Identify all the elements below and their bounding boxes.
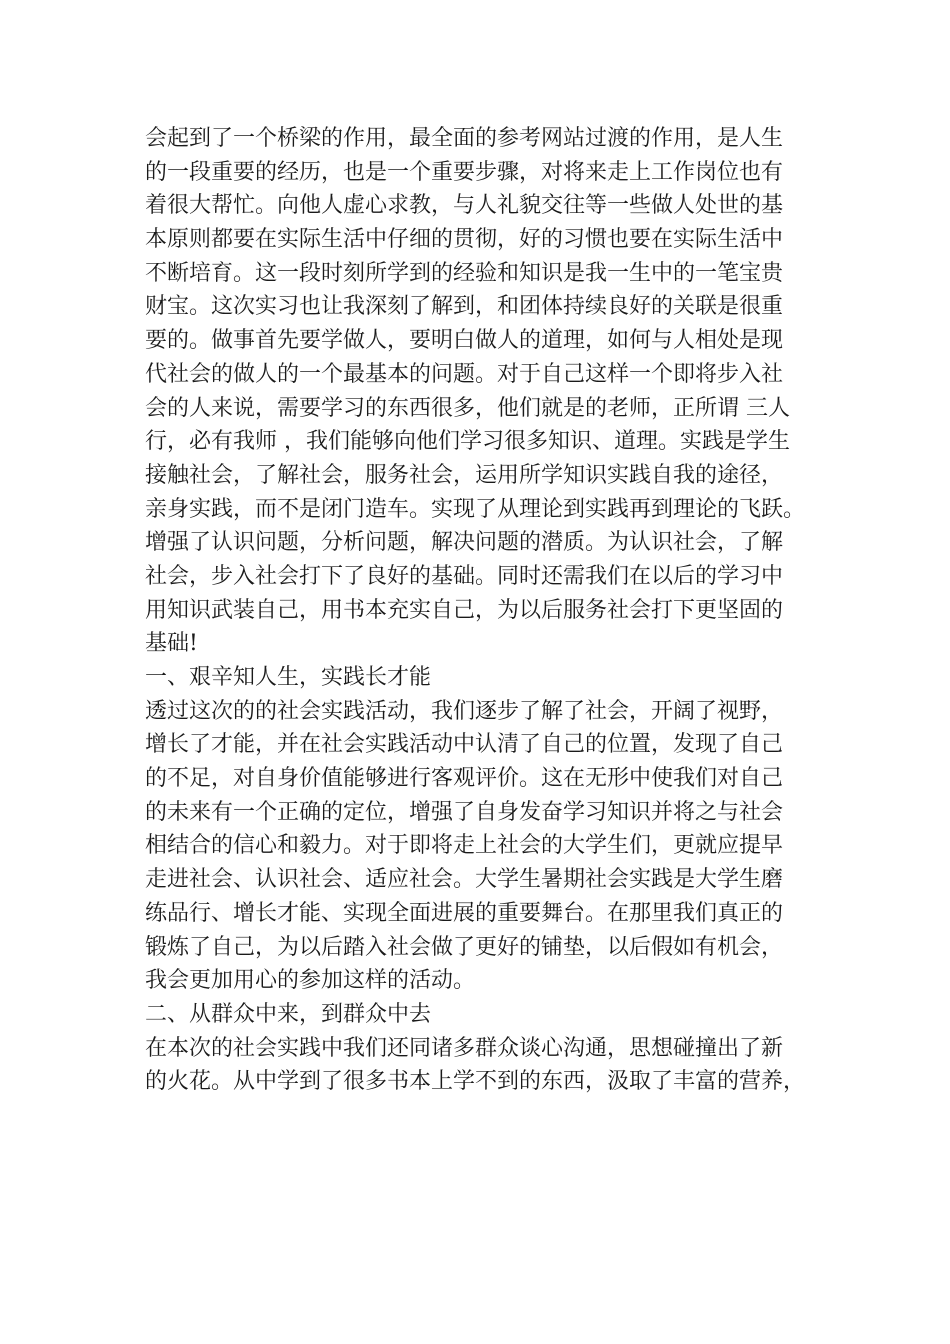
text-line: 用知识武装自己，用书本充实自己，为以后服务社会打下更坚固的 xyxy=(145,597,784,623)
text-line: 会起到了一个桥梁的作用，最全面的参考网站过渡的作用，是人生 xyxy=(145,126,784,151)
text-line: 会的人来说，需要学习的东西很多，他们就是的老师，正所谓 三人 xyxy=(145,395,790,421)
text-line: 不断培育。这一段时刻所学到的经验和知识是我一生中的一笔宝贵 xyxy=(145,260,784,286)
text-line: 亲身实践，而不是闭门造车。实现了从理论到实践再到理论的飞跃。 xyxy=(145,496,806,522)
text-line: 接触社会，了解社会，服务社会，运用所学知识实践自我的途径， xyxy=(145,462,784,488)
text-line: 透过这次的的社会实践活动，我们逐步了解了社会，开阔了视野， xyxy=(145,698,784,724)
text-line: 在本次的社会实践中我们还同诸多群众谈心沟通，思想碰撞出了新 xyxy=(145,1035,784,1061)
text-line: 增强了认识问题，分析问题，解决问题的潜质。为认识社会，了解 xyxy=(145,530,784,556)
text-line: 财宝。这次实习也让我深刻了解到，和团体持续良好的关联是很重 xyxy=(145,294,784,320)
text-line: 本原则都要在实际生活中仔细的贯彻，好的习惯也要在实际生活中 xyxy=(145,227,784,253)
text-line: 走进社会、认识社会、适应社会。大学生暑期社会实践是大学生磨 xyxy=(145,867,784,893)
text-line: 要的。做事首先要学做人，要明白做人的道理，如何与人相处是现 xyxy=(145,328,784,354)
text-line: 的火花。从中学到了很多书本上学不到的东西，汲取了丰富的营养， xyxy=(145,1069,806,1095)
section-heading-2: 二、从群众中来，到群众中去 xyxy=(145,1001,432,1027)
text-line: 增长了才能，并在社会实践活动中认清了自己的位置，发现了自己 xyxy=(145,732,784,758)
text-line: 的不足，对自身价值能够进行客观评价。这在无形中使我们对自己 xyxy=(145,766,784,792)
text-line: 的一段重要的经历，也是一个重要步骤，对将来走上工作岗位也有 xyxy=(145,159,784,185)
text-line: 相结合的信心和毅力。对于即将走上社会的大学生们，更就应提早 xyxy=(145,833,784,859)
section-heading-1: 一、艰辛知人生，实践长才能 xyxy=(145,665,432,690)
text-line: 社会，步入社会打下了良好的基础。同时还需我们在以后的学习中 xyxy=(145,563,784,589)
text-line: 基础! xyxy=(145,631,198,657)
document-body xyxy=(145,122,825,1099)
text-line: 我会更加用心的参加这样的活动。 xyxy=(145,968,476,994)
text-line: 着很大帮忙。向他人虚心求教，与人礼貌交往等一些做人处世的基 xyxy=(145,193,784,219)
text-line: 行，必有我师 ，我们能够向他们学习很多知识、道理。实践是学生 xyxy=(145,429,790,455)
text-line: 代社会的做人的一个最基本的问题。对于自己这样一个即将步入社 xyxy=(145,361,784,387)
text-line: 锻炼了自己，为以后踏入社会做了更好的铺垫，以后假如有机会， xyxy=(145,934,784,960)
text-line: 的未来有一个正确的定位，增强了自身发奋学习知识并将之与社会 xyxy=(145,799,784,825)
text-line: 练品行、增长才能、实现全面进展的重要舞台。在那里我们真正的 xyxy=(145,900,784,926)
